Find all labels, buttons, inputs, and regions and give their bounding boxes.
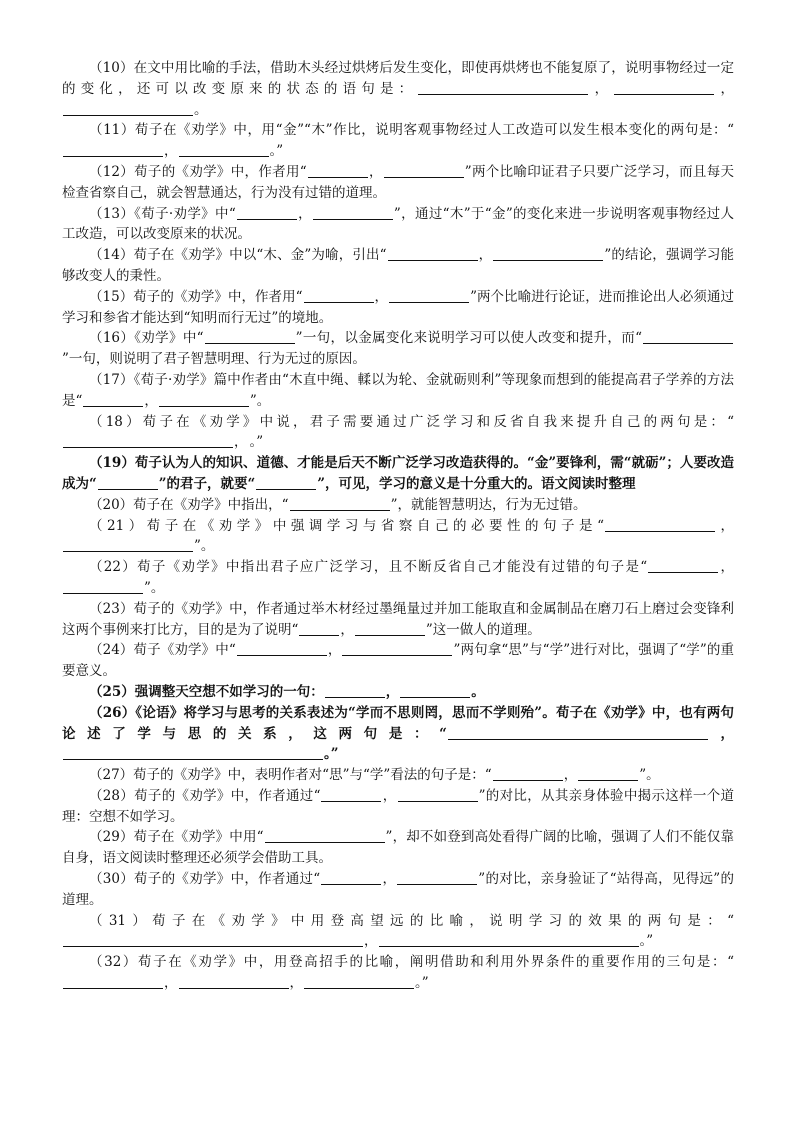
question-q23 [62,599,734,641]
answer-blank[interactable] [304,974,414,989]
answer-blank[interactable] [63,932,363,947]
question-q22 [62,557,734,599]
question-text: （12）荀子的《劝学》中，作者用“ [89,163,307,180]
answer-blank[interactable] [205,329,295,344]
question-text: ， [368,163,383,180]
question-text: ， [708,725,735,742]
question-text: ”一句，则说明了君子智慧明理、行为无过的原因。 [62,351,366,368]
question-text: 。” [269,143,284,160]
answer-blank[interactable] [179,974,289,989]
question-text: ， [144,392,158,409]
answer-blank[interactable] [605,517,715,532]
question-q12 [62,162,734,204]
question-q30 [62,869,734,911]
question-text: ”。 [249,392,271,409]
answer-blank[interactable] [159,392,249,407]
answer-blank[interactable] [290,496,390,511]
question-text: ”的君子，就要“ [158,475,256,492]
question-text: （15）荀子的《劝学》中，作者用“ [89,288,303,305]
answer-blank[interactable] [388,246,478,261]
question-q10 [62,58,734,120]
question-text: ， [719,559,734,576]
question-text: ， [382,871,397,888]
question-text: （22）荀子《劝学》中指出君子应广泛学习，且不断反省自己才能没有过错的句子是“ [89,559,648,576]
question-text: （17）《荀子·劝学》篇中作者由“木直中绳、輮以为轮、金就砺则利”等现象而想到的能提高君子学养的方法是“ [62,371,734,409]
question-text: （19）荀子认为人的知识、道德、才能是后天不断广泛学习改造获得的。“金”要锋利，需“就砺”；人要改造成为“ [62,455,734,492]
document-page [62,58,734,994]
question-text: ”。 [639,767,660,784]
question-text: 。 [471,683,485,700]
question-q24 [62,640,734,682]
question-text: （14）荀子在《劝学》中以“木、金”为喻，引出“ [89,247,387,264]
answer-blank[interactable] [384,163,464,178]
question-q18 [62,412,734,454]
question-q21 [62,516,734,558]
question-text: 。 [194,101,208,118]
answer-blank[interactable] [614,80,714,95]
question-text: ”这一做人的道理。 [425,621,541,638]
answer-blank[interactable] [63,579,143,594]
answer-blank[interactable] [448,725,708,740]
answer-blank[interactable] [643,329,733,344]
answer-blank[interactable] [63,537,193,552]
question-text: （23）荀子的《劝学》中，作者通过举木材经过墨绳量过并加工能取直和金属制品在磨刀石上磨过会变锋利这两个事例来打比方，目的是为了说明“ [62,600,734,638]
question-text: 。” [249,434,264,451]
question-text: （27）荀子的《劝学》中，表明作者对“思”与“学”看法的句子是：“ [89,767,492,784]
question-text: ”的对比，亲身验证了“站得高，见得远”的道理。 [62,871,734,908]
question-text: ”，可见，学习的意义是十分重大的。语文阅读时整理 [317,475,636,492]
question-text: （11）荀子在《劝学》中，用“金”“木”作比，说明客观事物经过人工改造可以发生根本变化的两句是：“ [89,122,734,139]
answer-blank[interactable] [493,766,563,781]
answer-blank[interactable] [179,142,269,157]
question-text: ， [234,434,248,451]
question-text: ， [164,975,178,992]
answer-blank[interactable] [237,641,327,656]
question-text: （25）强调整天空想不如学习的一句： [89,683,324,700]
answer-blank[interactable] [98,475,158,490]
question-q32 [62,952,734,994]
question-text: ”的对比，从其亲身体验中揭示这样一个道理：空想不如学习。 [62,787,734,825]
question-q20 [62,495,734,516]
question-text: ， [385,683,400,700]
question-text: ， [715,517,734,534]
question-q13 [62,204,734,246]
answer-blank[interactable] [418,80,588,95]
question-text: （28）荀子的《劝学》中，作者通过“ [89,787,321,804]
question-text: ”，就能智慧明达，行为无过错。 [390,496,587,513]
question-text: ， [289,975,303,992]
question-text: （10）在文中用比喻的手法，借助木头经过烘烤后发生变化，即使再烘烤也不能复原了，说明事物经过一定的变化，还可以改变原来的状态的语句是： [62,60,734,97]
answer-blank[interactable] [355,621,425,636]
answer-blank[interactable] [313,205,393,220]
answer-blank[interactable] [398,787,478,802]
question-text: ”两个比喻进行论证，进而推论出人必须通过学习和参省才能达到“知明而行无过”的境地。 [62,288,734,326]
question-text: （24）荀子《劝学》中“ [89,642,236,659]
question-text: ， [340,621,354,638]
question-text: 。” [324,746,339,763]
question-q14 [62,245,734,287]
answer-blank[interactable] [379,932,639,947]
answer-blank[interactable] [400,683,470,698]
question-q17 [62,370,734,412]
answer-blank[interactable] [342,641,452,656]
answer-blank[interactable] [648,558,718,573]
question-text: ， [374,288,389,305]
question-text: ， [715,80,735,97]
answer-blank[interactable] [63,974,163,989]
answer-blank[interactable] [265,828,385,843]
answer-blank[interactable] [578,766,638,781]
question-text: ， [563,767,578,784]
question-q26 [62,703,734,765]
question-text: ， [297,205,312,222]
question-q15 [62,287,734,329]
question-text: （31）荀子在《劝学》中用登高望远的比喻，说明学习的效果的两句是：“ [89,912,734,929]
answer-blank[interactable] [83,392,143,407]
question-text: （18）荀子在《劝学》中说，君子需要通过广泛学习和反省自我来提升自己的两句是：“ [89,413,734,430]
question-text: ”两个比喻印证君子只要广泛学习，而且每天检查省察自己，就会智慧通达，行为没有过错的道理。 [62,163,735,201]
question-text: ”一句，以金属变化来说明学习可以使人改变和提升，而“ [295,330,642,347]
answer-blank[interactable] [63,101,193,116]
question-text: ”两句拿“思”与“学”进行对比，强调了“学”的重要意义。 [62,642,734,680]
question-text: （30）荀子的《劝学》中，作者通过“ [89,871,321,888]
question-q19 [62,453,734,495]
answer-blank[interactable] [63,433,233,448]
question-q27 [62,765,734,786]
answer-blank[interactable] [299,621,339,636]
question-text: （16）《劝学》中“ [89,330,204,347]
question-text: （13）《荀子·劝学》中“ [89,205,236,222]
question-text: ， [327,642,342,659]
question-text: ， [164,143,178,160]
question-text: ， [382,787,397,804]
question-text: （29）荀子在《劝学》中用“ [89,829,264,846]
question-q28 [62,786,734,828]
question-q31 [62,911,734,953]
answer-blank[interactable] [304,288,374,303]
answer-blank[interactable] [308,163,368,178]
answer-blank[interactable] [256,475,316,490]
answer-blank[interactable] [325,683,385,698]
question-text: ”，通过“木”于“金”的变化来进一步说明客观事物经过人工改造，可以改变原来的状况。 [62,205,735,243]
answer-blank[interactable] [321,787,381,802]
question-text: （32）荀子在《劝学》中，用登高招手的比喻，阐明借助和利用外界条件的重要作用的三句是：“ [89,954,734,971]
answer-blank[interactable] [63,745,323,760]
answer-blank[interactable] [493,246,603,261]
question-text: ”的结论，强调学习能够改变人的秉性。 [62,247,735,284]
question-text: ， [478,247,493,264]
question-text: ”。 [144,579,165,596]
question-q16 [62,328,734,370]
question-text: （20）荀子在《劝学》中指出，“ [89,496,289,513]
question-q11 [62,120,734,162]
answer-blank[interactable] [63,142,163,157]
question-text: （21）荀子在《劝学》中强调学习与省察自己的必要性的句子是“ [89,517,604,534]
question-text: ”，却不如登到高处看得广阔的比喻，强调了人们不能仅靠自身，语文阅读时整理还必须学会借助工具。 [62,829,734,867]
question-text: （26）《论语》将学习与思考的关系表述为“学而不思则罔，思而不学则殆”。荀子在《劝学》中，也有两句论述了学与思的关系，这两句是：“ [62,704,734,742]
answer-blank[interactable] [389,288,469,303]
answer-blank[interactable] [397,870,477,885]
question-text: 。” [639,933,654,950]
question-q25 [62,682,734,703]
answer-blank[interactable] [237,205,297,220]
question-text: ”。 [194,538,215,555]
question-text: ， [364,933,378,950]
question-q29 [62,827,734,869]
question-text: ， [589,80,614,97]
question-text: 。” [415,975,429,992]
answer-blank[interactable] [321,870,381,885]
